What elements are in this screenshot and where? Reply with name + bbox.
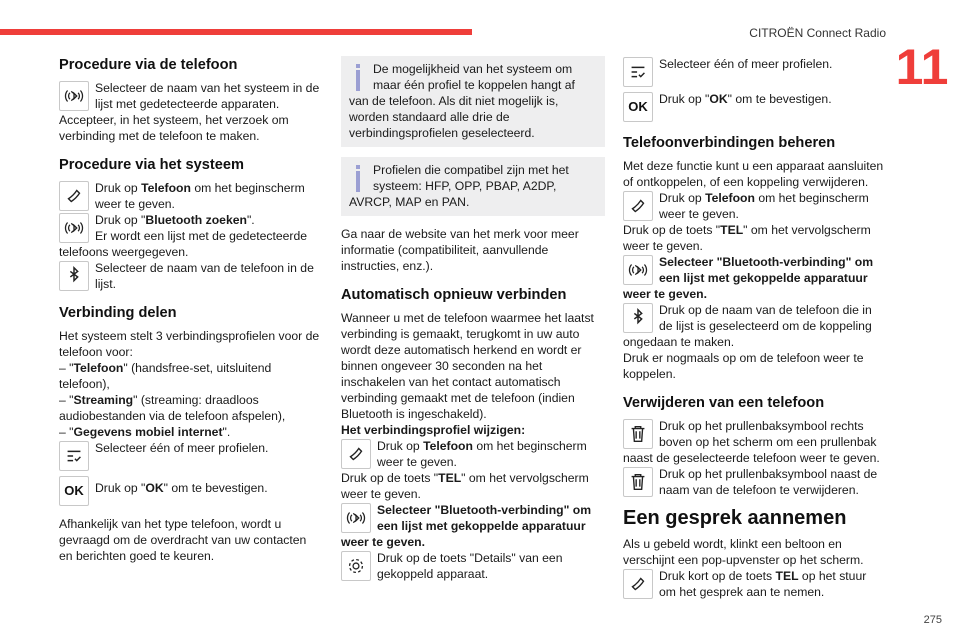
confirm-ok: Druk op "OK" om te bevestigen.: [659, 92, 832, 106]
column-3: [623, 56, 886, 600]
note-profile-capability: De mogelijkheid van het systeem om maar één profiel te koppelen hangt af van de telefoon. Als dit niet mogelijk is, worden standaard alle drie de verbindingsprofielen geselecteerd.: [341, 56, 605, 147]
column-1: [59, 56, 323, 564]
system-step-2-line: Er wordt een lijst met de gedetecteerde telefoons weergegeven.: [59, 229, 308, 259]
delete-step-1: Druk op het prullenbaksymbool rechts boven op het scherm om een prullenbak naast de geselecteerde telefoon weer te geven.: [623, 419, 880, 465]
heading-auto-reconnect: Automatisch opnieuw verbinden: [341, 287, 567, 303]
share-list-item-2: – "Streaming" (streaming: draadloos audiobestanden via de telefoon afspelen),: [59, 393, 286, 423]
note-compatible-profiles: Profielen die compatibel zijn met het systeem: HFP, OPP, PBAP, A2DP, AVRCP, MAP en PAN.: [341, 157, 605, 216]
heading-delete-phone: Verwijderen van een telefoon: [623, 395, 825, 411]
bluetooth-icon: [59, 261, 89, 291]
manage-step-tel: Druk op de toets "TEL" om het vervolgscherm weer te geven.: [623, 223, 871, 253]
checklist-icon: [623, 57, 653, 87]
select-profiles: Selecteer één of meer profielen.: [95, 441, 269, 455]
system-step-1: Druk op Telefoon om het beginscherm weer te geven.: [95, 181, 305, 211]
trash-icon: [623, 419, 653, 449]
call-text: Als u gebeld wordt, klinkt een beltoon en verschijnt een pop-upvenster op het scherm.: [623, 537, 864, 567]
heading-connection-sharing: Verbinding delen: [59, 305, 177, 321]
bluetooth-scan-icon: [623, 255, 653, 285]
page-number: 275: [923, 614, 942, 626]
info-icon: [349, 162, 367, 194]
auto-reconnect-text: Wanneer u met de telefoon waarmee het laatst verbinding is gemaakt, terugkomt in uw auto wordt deze automatisch herkend en wordt er binnen ongeveer 30 seconden na het inschakelen van het contact automatisch verbinding gemaakt met de telefoon (indien Bluetooth is ingeschakeld).: [341, 311, 594, 421]
manage-step-unpair: Druk op de naam van de telefoon die in de lijst is geselecteerd om de koppeling ongedaan te maken.: [623, 303, 872, 349]
system-step-2: Druk op "Bluetooth zoeken".: [95, 213, 255, 227]
bluetooth-scan-icon: [59, 81, 89, 111]
settings-icon: [341, 551, 371, 581]
phone-icon: [59, 181, 89, 211]
manage-step-1: Druk op Telefoon om het beginscherm weer te geven.: [659, 191, 869, 221]
phone-step: Selecteer de naam van het systeem in de lijst met gedetecteerde apparaten.: [95, 81, 320, 111]
confirm-ok: Druk op "OK" om te bevestigen.: [95, 481, 268, 495]
share-list-item-3: – "Gegevens mobiel internet".: [59, 425, 231, 439]
info-icon: [349, 61, 367, 93]
profile-step-bluetooth: Selecteer "Bluetooth-verbinding" om een lijst met gekoppelde apparatuur weer te geven.: [341, 503, 592, 549]
profile-step-1: Druk op Telefoon om het beginscherm weer te geven.: [377, 439, 587, 469]
manage-step-bluetooth: Selecteer "Bluetooth-verbinding" om een lijst met gekoppelde apparatuur weer te geven.: [623, 255, 874, 301]
checklist-icon: [59, 441, 89, 471]
phone-icon: [341, 439, 371, 469]
header-red-bar: [0, 29, 472, 35]
heading-answer-call: Een gesprek aannemen: [623, 507, 847, 529]
profile-change-title: Het verbindingsprofiel wijzigen:: [341, 423, 526, 437]
profile-step-tel: Druk op de toets "TEL" om het vervolgscherm weer te geven.: [341, 471, 589, 501]
ok-label: OK: [64, 483, 84, 498]
heading-procedure-system: Procedure via het systeem: [59, 157, 244, 173]
profile-step-details: Druk op de toets "Details" van een gekoppeld apparaat.: [377, 551, 563, 581]
bluetooth-icon: [623, 303, 653, 333]
heading-procedure-phone: Procedure via de telefoon: [59, 57, 238, 73]
phone-icon: [623, 569, 653, 599]
manage-step-repair: Druk er nogmaals op om de telefoon weer te koppelen.: [623, 351, 864, 381]
ok-icon: [59, 476, 89, 506]
system-step-3: Selecteer de naam van de telefoon in de lijst.: [95, 261, 314, 291]
share-list-item-1: – "Telefoon" (handsfree-set, uitsluitend telefoon),: [59, 361, 272, 391]
website-info: Ga naar de website van het merk voor meer informatie (compatibiliteit, aanvullende instructies, enz.).: [341, 227, 579, 273]
manage-text: Met deze functie kunt u een apparaat aansluiten of ontkoppelen, of een koppeling verwijderen.: [623, 159, 884, 189]
chapter-number: 11: [895, 39, 949, 95]
ok-icon: [623, 92, 653, 122]
bluetooth-scan-icon: [341, 503, 371, 533]
transfer-approval: Afhankelijk van het type telefoon, wordt u gevraagd om de overdracht van uw contacten en berichten goed te keuren.: [59, 517, 307, 563]
bluetooth-scan-icon: [59, 213, 89, 243]
trash-icon: [623, 467, 653, 497]
ok-label: OK: [628, 99, 648, 114]
share-intro: Het systeem stelt 3 verbindingsprofielen voor de telefoon voor:: [59, 329, 320, 359]
call-step-1: Druk kort op de toets TEL op het stuur om het gesprek aan te nemen.: [659, 569, 867, 599]
header-brand: CITROËN Connect Radio: [749, 26, 886, 40]
delete-step-2: Druk op het prullenbaksymbool naast de naam van de telefoon te verwijderen.: [659, 467, 878, 497]
heading-manage-connections: Telefoonverbindingen beheren: [623, 135, 836, 151]
phone-icon: [623, 191, 653, 221]
select-profiles: Selecteer één of meer profielen.: [659, 57, 833, 71]
phone-text: Accepteer, in het systeem, het verzoek om verbinding met de telefoon te maken.: [59, 113, 289, 143]
column-2: [341, 56, 605, 582]
